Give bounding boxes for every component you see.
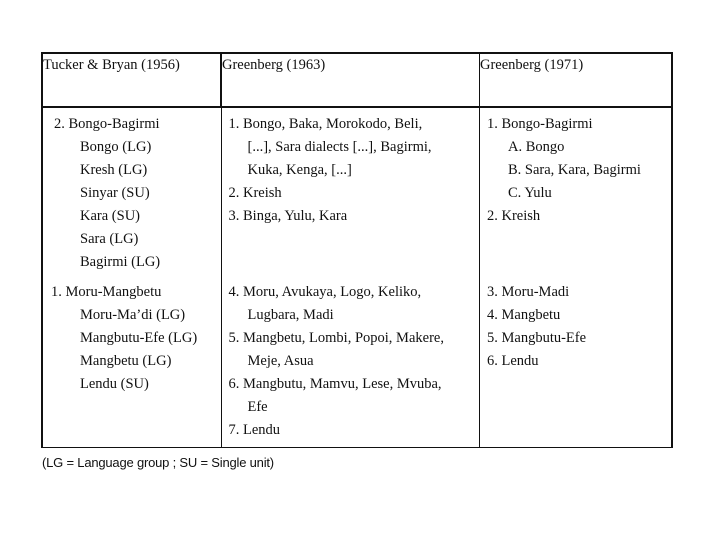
cell-line: 1. Moru-Mangbetu — [51, 284, 162, 300]
header-greenberg-1963: Greenberg (1963) — [221, 53, 480, 107]
cell-line: Bongo (LG) — [80, 139, 152, 155]
classification-table — [41, 52, 673, 448]
cell-line: 1. Bongo, Baka, Morokodo, Beli, — [228, 116, 423, 132]
cell-line: Meje, Asua — [247, 353, 314, 369]
cell-line: Lugbara, Madi — [247, 307, 334, 323]
cell-line: Lendu (SU) — [80, 376, 149, 392]
cell-line: Kuka, Kenga, [...] — [247, 162, 352, 178]
cell-line: 3. Binga, Yulu, Kara — [228, 208, 348, 224]
cell-line: 2. Kreish — [487, 208, 541, 224]
cell-line: Moru-Ma’di (LG) — [80, 307, 186, 323]
cell-line: 6. Lendu — [487, 353, 539, 369]
cell-line: 3. Moru-Madi — [487, 284, 570, 300]
cell-line: Mangbetu (LG) — [80, 353, 172, 369]
cell-line: [...], Sara dialects [...], Bagirmi, — [247, 139, 432, 155]
header-greenberg-1971: Greenberg (1971) — [480, 53, 673, 107]
cell-line: 2. Kreish — [228, 185, 282, 201]
cell-line: Kresh (LG) — [80, 162, 148, 178]
cell-moru-mangbetu-greenberg-1971 — [480, 277, 673, 448]
footnote: (LG = Language group ; SU = Single unit) — [42, 455, 274, 470]
cell-line: Mangbutu-Efe (LG) — [80, 330, 198, 346]
cell-line: Sara (LG) — [80, 231, 139, 247]
cell-line: A. Bongo — [508, 139, 565, 155]
cell-line: 5. Mangbutu-Efe — [487, 330, 587, 346]
cell-line: 5. Mangbetu, Lombi, Popoi, Makere, — [228, 330, 444, 346]
cell-line: Kara (SU) — [80, 208, 140, 224]
cell-bongo-bagirmi-greenberg-1971 — [480, 107, 673, 277]
cell-line: 6. Mangbutu, Mamvu, Lese, Mvuba, — [228, 376, 442, 392]
header-row — [42, 53, 672, 107]
table-row — [42, 277, 672, 448]
cell-line: 4. Moru, Avukaya, Logo, Keliko, — [228, 284, 422, 300]
cell-line: Sinyar (SU) — [80, 185, 150, 201]
cell-bongo-bagirmi-tucker — [42, 107, 221, 277]
table-row — [42, 107, 672, 277]
cell-line: C. Yulu — [508, 185, 552, 201]
cell-line: Bagirmi (LG) — [80, 254, 161, 270]
cell-line: 2. Bongo-Bagirmi — [54, 116, 160, 132]
cell-line: Efe — [247, 399, 268, 415]
cell-moru-mangbetu-tucker — [42, 277, 221, 448]
cell-line: B. Sara, Kara, Bagirmi — [508, 162, 641, 178]
header-tucker-bryan: Tucker & Bryan (1956) — [42, 53, 221, 107]
cell-bongo-bagirmi-greenberg-1963 — [221, 107, 480, 277]
cell-line: 7. Lendu — [228, 422, 281, 438]
cell-moru-mangbetu-greenberg-1963 — [221, 277, 480, 448]
cell-line: 4. Mangbetu — [487, 307, 561, 323]
cell-line: 1. Bongo-Bagirmi — [487, 116, 593, 132]
